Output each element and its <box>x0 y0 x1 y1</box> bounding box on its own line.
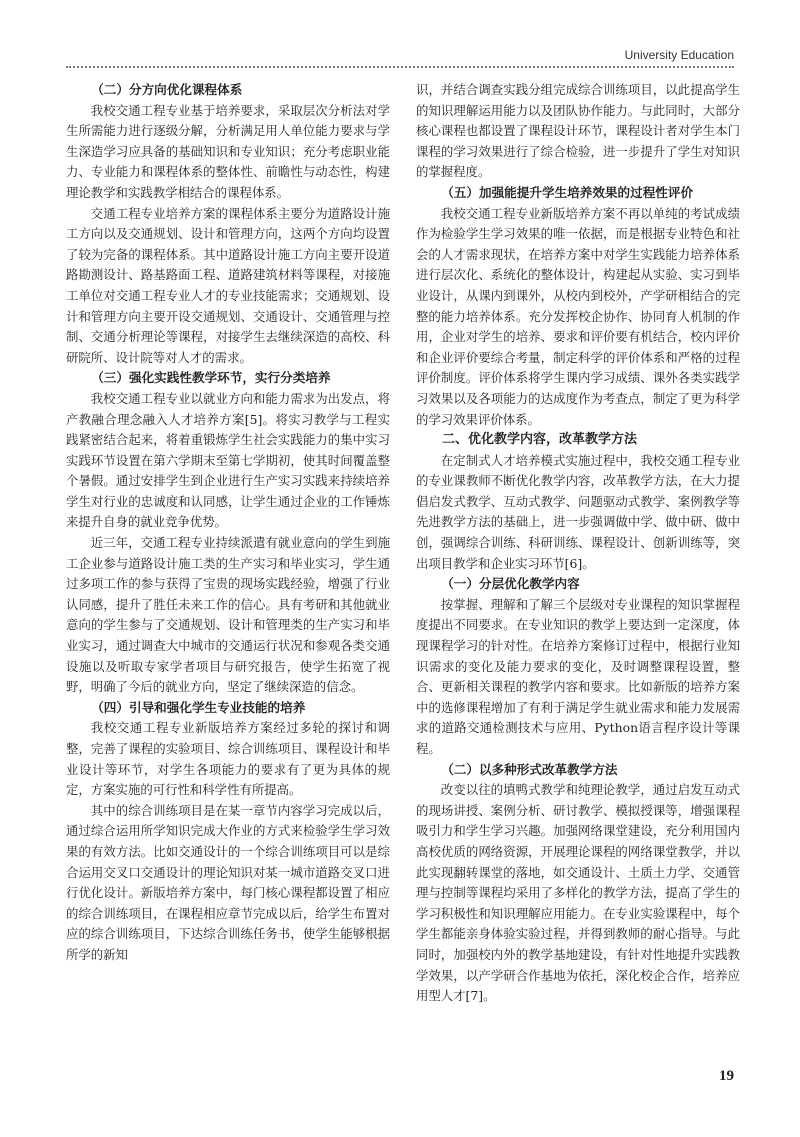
right-column <box>416 80 740 1007</box>
section-heading: （三）强化实践性教学环节，实行分类培养 <box>91 370 331 386</box>
section-heading: （一）分层优化教学内容 <box>441 576 580 592</box>
paragraph: 其中的综合训练项目是在某一章节内容学习完成以后，通过综合运用所学知识完成大作业的方式来检验学生学习效果的有效方法。比如交通设计的一个综合训练项目可以是综合运用交叉口交通设计的理论知识对某一城市道路交叉口进行优化设计。新版培养方案中，每门核心课程都设置了相应的综合训练项目，在课程相应章节完成以后，给学生布置对应的综合训练项目，下达综合训练任务书，使学生能够根据所学的新知 <box>66 802 390 962</box>
paragraph: 交通工程专业培养方案的课程体系主要分为道路设计施工方向以及交通规划、设计和管理方向，这两个方向均设置了较为完备的课程体系。其中道路设计施工方向主要开设道路勘测设计、路基路面工程、道路建筑材料等课程，对接施工单位对交通工程专业人才的专业技能需求；交通规划、设计和管理方向主要开设交通规划、交通设计、交通管理与控制、交通分析理论等课程，对接学生去继续深造的高校、科研院所、设计院等对人才的需求。 <box>66 205 390 365</box>
chapter-heading: 二、优化教学内容，改革教学方法 <box>442 432 638 448</box>
paragraph: 改变以往的填鸭式教学和纯理论教学，通过启发互动式的现场讲授、案例分析、研讨教学、模拟授课等，增强课程吸引力和学生学习兴趣。加强网络课堂建设，充分利用国内高校优质的网络资源，开展理论课程的网络课堂教学，并以此实现翻转课堂的落地，如交通设计、土质土力学、交通管理与控制等课程均采用了多样化的教学方法，提高了学生的学习积极性和知识理解应用能力。在专业实验课程中，每个学生都能亲身体验实验过程，并得到教师的耐心指导。与此同时，加强校内外的教学基地建设，有针对性地提升实践教学效果，以产学研合作基地为依托，深化校企合作，培养应用型人才[7]。 <box>416 782 740 1004</box>
running-head: University Education <box>624 48 734 62</box>
paragraph-continued: 识，并结合调查实践分组完成综合训练项目，以此提高学生的知识理解运用能力以及团队协作能力。与此同时，大部分核心课程也都设置了课程设计环节，课程设计者对学生本门课程的学习效果进行了综合检验，进一步提升了学生对知识的掌握程度。 <box>416 82 740 180</box>
paragraph: 在定制式人才培养模式实施过程中，我校交通工程专业的专业课教师不断优化教学内容，改革教学方法，在大力提倡启发式教学、互动式教学、问题驱动式教学、案例教学等先进教学方法的基础上，进一步强调做中学、做中研、做中创，强调综合训练、科研训练、课程设计、创新训练等，突出项目教学和企业实习环节[6]。 <box>416 452 740 571</box>
section-heading: （二）以多种形式改革教学方法 <box>441 761 618 777</box>
paragraph: 按掌握、理解和了解三个层级对专业课程的知识掌握程度提出不同要求。在专业知识的教学上要达到一定深度，体现课程学习的针对性。在培养方案修订过程中，根据行业知识需求的变化及能力要求的变化，及时调整课程设置，整合、更新相关课程的教学内容和要求。比如新版的培养方案中的选修课程增加了有利于满足学生就业需求和能力发展需求的道路交通检测技术与应用、Python语言程序设计等课程。 <box>416 596 740 756</box>
paragraph: 近三年，交通工程专业持续派遣有就业意向的学生到施工企业参与道路设计施工类的生产实习和毕业实习，学生通过多项工作的参与获得了宝贵的现场实践经验，增强了行业认同感，提升了胜任未来工作的信心。具有考研和其他就业意向的学生参与了交通规划、设计和管理类的生产实习和毕业实习，通过调查大中城市的交通运行状况和参观各类交通设施以及听取专家学者项目与研究报告，使学生拓宽了视野，明确了今后的就业方向，坚定了继续深造的信念。 <box>66 535 390 695</box>
paragraph: 我校交通工程专业新版培养方案经过多轮的探讨和调整，完善了课程的实验项目、综合训练项目、课程设计和毕业设计等环节，对学生各项能力的要求有了更为具体的规定，方案实施的可行性和科学性有所提高。 <box>66 720 390 798</box>
section-heading: （二）分方向优化课程体系 <box>91 82 243 97</box>
section-heading: （五）加强能提升学生培养效果的过程性评价 <box>441 184 694 200</box>
paragraph: 我校交通工程专业新版培养方案不再以单纯的考试成绩作为检验学生学习效果的唯一依据，而是根据专业特色和社会的人才需求现状，在培养方案中对学生实践能力培养体系进行层次化、系统化的整体设计，构建起从实验、实习到毕业设计，从课内到课外，从校内到校外，产学研相结合的完整的能力培养体系。充分发挥校企协作、协同育人机制的作用，企业对学生的培养、要求和评价要有机结合，校内评价和企业评价要综合考量，制定科学的评价体系和严格的过程评价制度。评价体系将学生课内学习成绩、课外各类实践学习效果以及各项能力的达成度作为考查点，制定了更为科学的学习效果评价体系。 <box>416 205 740 427</box>
page-number: 19 <box>719 1068 734 1084</box>
left-column <box>66 80 390 966</box>
paragraph: 我校交通工程专业以就业方向和能力需求为出发点，将产教融合理念融入人才培养方案[5]。将实习教学与工程实践紧密结合起来，将着重锻炼学生社会实践能力的集中实习实践环节设置在第六学期末至第七学期初，使其时间覆盖整个暑假。通过安排学生到企业进行生产实习实践来持续培养学生对行业的忠诚度和认同感，让学生通过企业的工作锤炼来提升自身的就业竞争优势。 <box>66 390 390 530</box>
paragraph: 我校交通工程专业基于培养要求，采取层次分析法对学生所需能力进行逐级分解，分析满足用人单位能力要求与学生深造学习应具备的基础知识和专业知识；充分考虑职业能力、专业能力和课程体系的整体性、前瞻性与动态性，构建理论教学和实践教学相结合的课程体系。 <box>66 102 390 200</box>
header-divider <box>66 66 734 68</box>
section-heading: （四）引导和强化学生专业技能的培养 <box>91 699 306 715</box>
